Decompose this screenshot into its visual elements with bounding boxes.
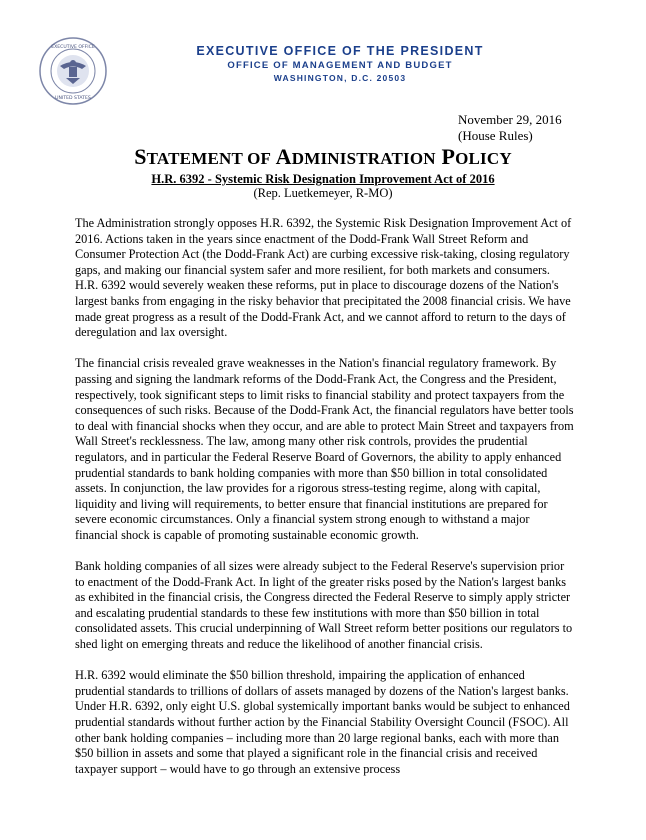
letterhead-address: WASHINGTON, D.C. 20503 [273, 73, 407, 83]
paragraph: H.R. 6392 would eliminate the $50 billion threshold, impairing the application of enhanced prudential standards to trillions of dollars of assets managed by dozens of the Nation's largest banks. Under H.R. 6392, only eight U.S. global systemically important banks would be subject to enhanced prudential standards without further action by the Financial Stability Oversight Council (FSOC). All other bank holding companies – including more than 20 large regional banks, each with more than $50 billion in assets and some that played a significant role in the financial crisis and received taxpayer support – would have to go through an extensive process [75, 668, 570, 776]
page-title [0, 144, 646, 170]
statement-body [75, 216, 575, 793]
statement-date: November 29, 2016 [458, 112, 562, 127]
rules-note: (House Rules) [458, 128, 533, 143]
letterhead [160, 44, 520, 84]
letterhead-office: EXECUTIVE OFFICE OF THE PRESIDENT [196, 44, 484, 58]
paragraph: The Administration strongly opposes H.R. 6392, the Systemic Risk Designation Improvement Act of 2016. Actions taken in the years since enactment of the Dodd-Frank Wall Street Reform and Consumer Protection Act (the Dodd-Frank Act) are curbing excessive risk-taking, closing regulatory gaps, and making our financial system safer and more resilient, for both markets and consumers. H.R. 6392 would severely weaken these reforms, put in place to discourage dozens of the Nation's largest banks from engaging in the risky behavior that precipitated the 2008 financial crisis. We have made great progress as a result of the Dodd-Frank Act, and we cannot afford to return to the days of deregulation and lax oversight. [75, 216, 572, 340]
title-rest-3: OLICY [455, 149, 512, 168]
paragraph: Bank holding companies of all sizes were already subject to the Federal Reserve's supervision prior to enactment of the Dodd-Frank Act. In light of the greater risks posed by the Nation's largest banks as exhibited in the financial crisis, the Congress directed the Federal Reserve to simply apply stricter and escalating prudential standards to these few institutions with more than $50 billion in total consolidated assets. This crucial underpinning of Wall Street reform better positions our regulators to shed light on emerging threats and reduce the likelihood of another financial crisis. [75, 559, 573, 652]
svg-text:UNITED STATES: UNITED STATES [55, 96, 91, 101]
bill-sponsor: (Rep. Luetkemeyer, R-MO) [253, 186, 393, 200]
title-rest-2: DMINISTRATION [291, 149, 436, 168]
bill-title: H.R. 6392 - Systemic Risk Designation Improvement Act of 2016 [151, 172, 495, 186]
title-cap-2: A [275, 144, 292, 169]
title-rest-1: TATEMENT OF [146, 149, 272, 168]
presidential-seal [38, 36, 108, 106]
paragraph: The financial crisis revealed grave weaknesses in the Nation's financial regulatory framework. By passing and signing the landmark reforms of the Dodd-Frank Act, the Congress and the President, respectively, took significant steps to limit risks to financial stability and protect taxpayers from the consequences of such risks. Because of the Dodd-Frank Act, the financial regulators have better tools to deal with financial shocks when they occur, and are able to protect Main Street and taxpayers from Wall Street's recklessness. The law, among many other risk controls, provides the prudential regulators, and in particular the Federal Reserve Board of Governors, the ability to apply enhanced prudential standards to bank holding companies with more than $50 billion in total consolidated assets. In conjunction, the law provides for a rigorous stress-testing regime, along with capital, liquidity and living will requirements, to better ensure that financial institutions are prepared for severe economic circumstances. Only a financial system strong enough to withstand a major financial shock is capable of promoting sustainable economic growth. [75, 356, 574, 542]
svg-text:EXECUTIVE OFFICE: EXECUTIVE OFFICE [51, 45, 95, 50]
title-cap-1: S [134, 144, 147, 169]
letterhead-agency: OFFICE OF MANAGEMENT AND BUDGET [227, 60, 453, 71]
date-block [458, 112, 562, 144]
title-cap-3: P [441, 144, 456, 169]
